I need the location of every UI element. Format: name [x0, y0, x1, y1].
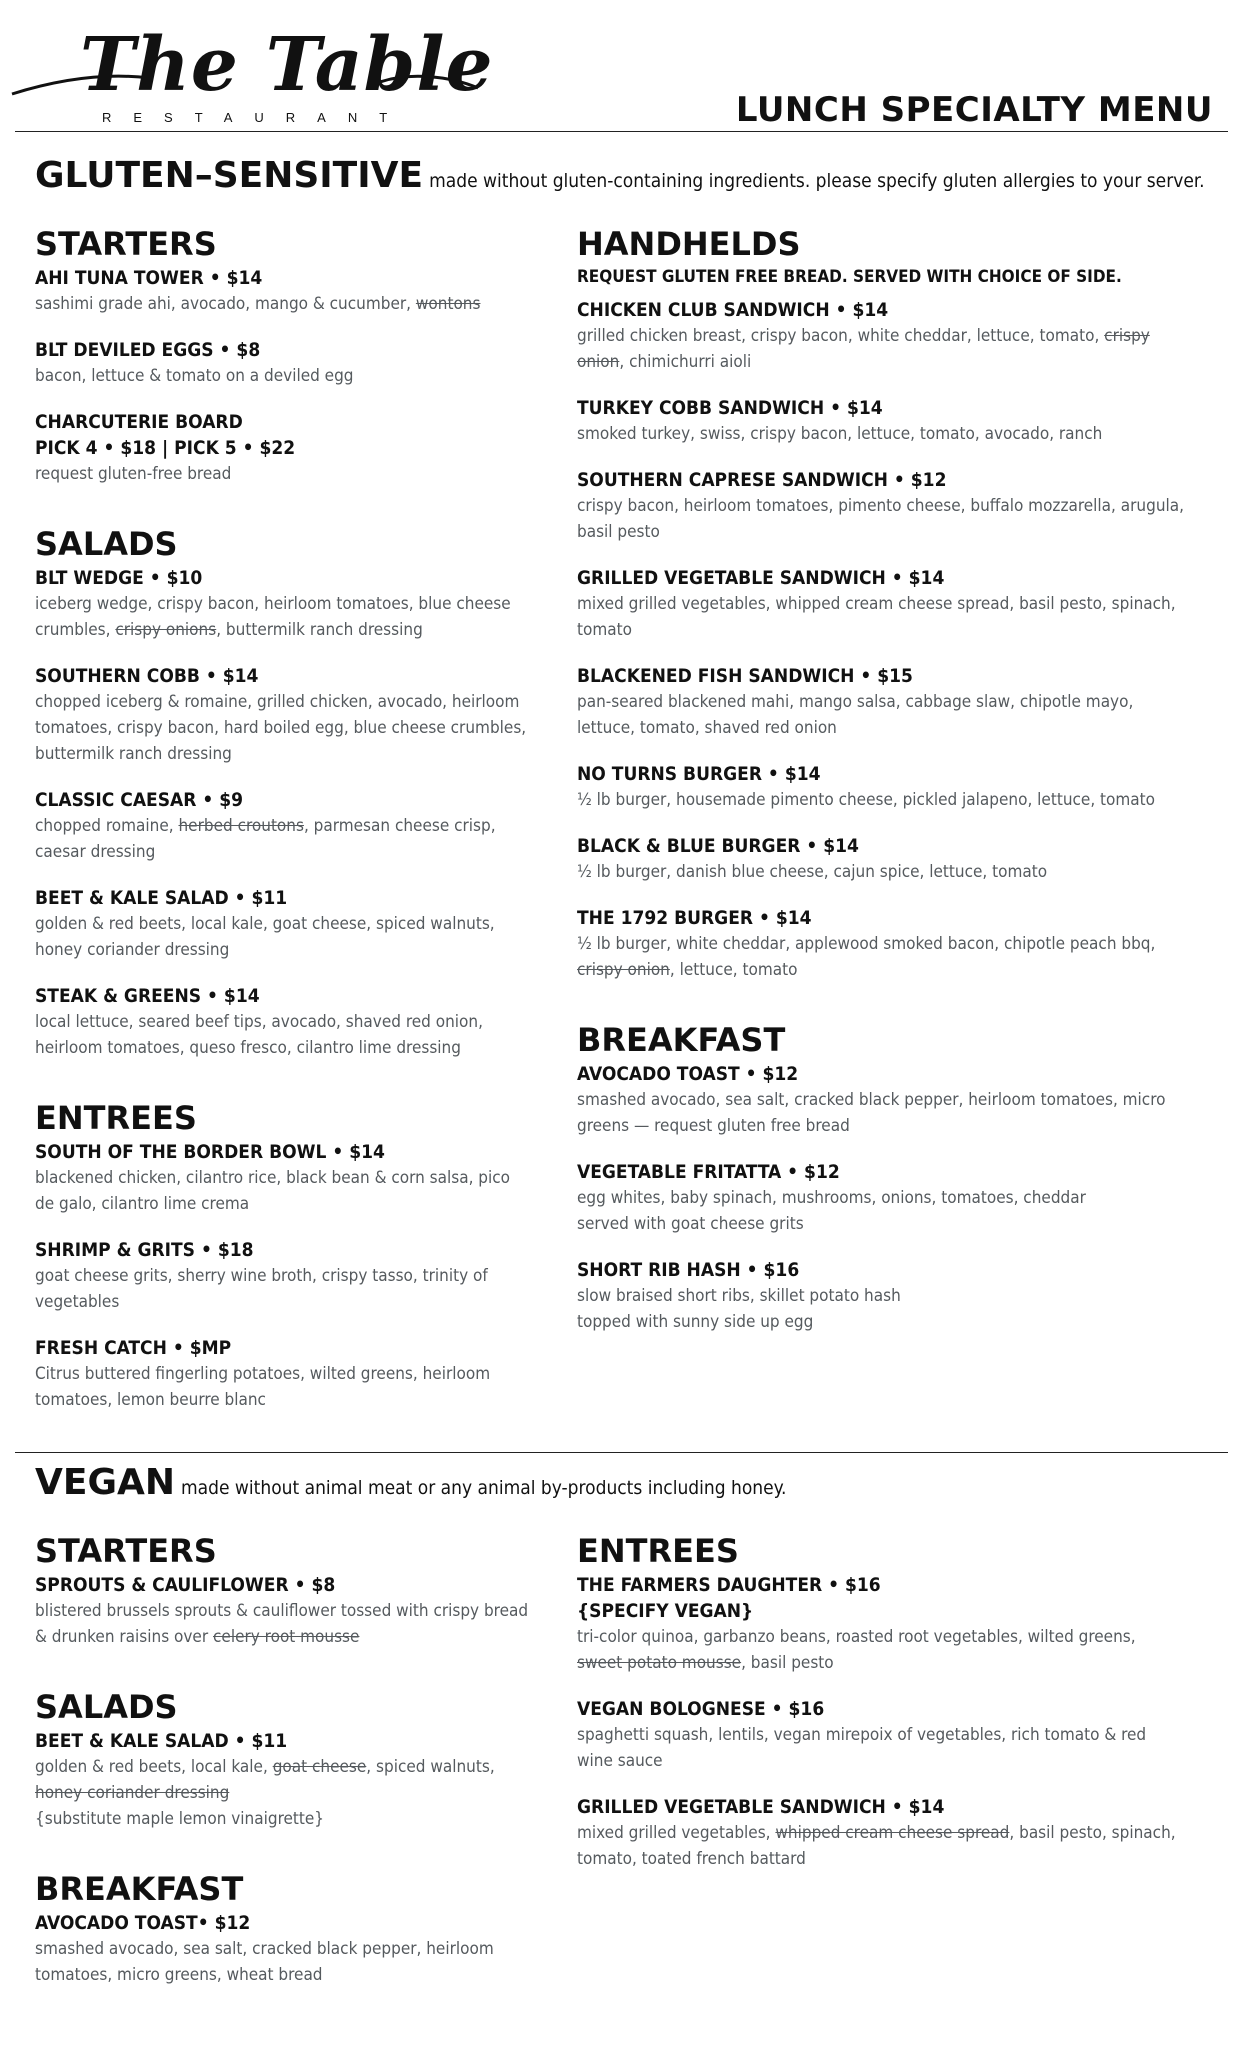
logo-script-text: The Table — [80, 22, 494, 108]
item-description: bacon, lettuce & tomato on a deviled egg — [35, 366, 354, 386]
item-description: blackened chicken, cilantro rice, black bean & corn salsa, pico de galo, cilantro lime crema — [35, 1168, 511, 1214]
menu-item — [577, 1061, 1217, 1139]
item-name: NO TURNS BURGER • $14 — [577, 763, 821, 785]
item-price-options: PICK 4 • $18 | PICK 5 • $22 — [35, 437, 296, 459]
category-title: BREAKFAST — [577, 1021, 786, 1059]
item-name: THE 1792 BURGER • $14 — [577, 907, 812, 929]
menu-item — [35, 565, 555, 643]
item-name: TURKEY COBB SANDWICH • $14 — [577, 397, 883, 419]
item-description: golden & red beets, local kale, goat cheese, spiced walnuts, honey coriander dressing — [35, 914, 495, 960]
item-description: ½ lb burger, white cheddar, applewood smoked bacon, chipotle peach bbq, crispy onion, lettuce, tomato — [577, 934, 1156, 980]
item-name: CHICKEN CLUB SANDWICH • $14 — [577, 299, 889, 321]
category-title: STARTERS — [35, 1532, 217, 1570]
gluten-section-title: GLUTEN–SENSITIVE — [35, 155, 424, 196]
menu-item — [577, 467, 1217, 545]
item-description: goat cheese grits, sherry wine broth, crispy tasso, trinity of vegetables — [35, 1266, 488, 1312]
item-name: STEAK & GREENS • $14 — [35, 985, 260, 1007]
vegan-section-note: made without animal meat or any animal by-products including honey. — [181, 1477, 787, 1499]
item-description: smoked turkey, swiss, crispy bacon, lettuce, tomato, avocado, ranch — [577, 424, 1103, 444]
item-name: GRILLED VEGETABLE SANDWICH • $14 — [577, 1796, 945, 1818]
item-name: SPROUTS & CAULIFLOWER • $8 — [35, 1574, 336, 1596]
menu-item — [577, 1794, 1217, 1872]
menu-item — [577, 1257, 1217, 1335]
menu-item — [35, 983, 555, 1061]
category-title: ENTREES — [35, 1099, 197, 1137]
item-name: CHARCUTERIE BOARD — [35, 411, 243, 433]
item-description: spaghetti squash, lentils, vegan mirepoix of vegetables, rich tomato & red wine sauce — [577, 1725, 1147, 1771]
item-description: chopped romaine, herbed croutons, parmesan cheese crisp, caesar dressing — [35, 816, 496, 862]
item-description: request gluten-free bread — [35, 464, 232, 484]
vegan-section-title: VEGAN — [35, 1462, 175, 1503]
item-name: SOUTH OF THE BORDER BOWL • $14 — [35, 1141, 385, 1163]
item-description: crispy bacon, heirloom tomatoes, pimento cheese, buffalo mozzarella, arugula, basil pesto — [577, 496, 1184, 542]
item-name: AVOCADO TOAST• $12 — [35, 1912, 251, 1934]
item-description: blistered brussels sprouts & cauliflower tossed with crispy bread & drunken raisins over celery root mousse — [35, 1601, 529, 1647]
item-modifier: {SPECIFY VEGAN} — [577, 1600, 754, 1622]
menu-item — [577, 1159, 1217, 1237]
menu-item — [35, 1728, 555, 1832]
item-description: smashed avocado, sea salt, cracked black pepper, heirloom tomatoes, micro greens, wheat bread — [35, 1939, 494, 1985]
gluten-left-column — [35, 225, 555, 1433]
menu-item — [577, 663, 1217, 741]
item-name: AVOCADO TOAST • $12 — [577, 1063, 799, 1085]
item-description: golden & red beets, local kale, goat cheese, spiced walnuts, honey coriander dressing {substitute maple lemon vinaigrette} — [35, 1757, 495, 1829]
menu-item — [577, 395, 1217, 447]
menu-item — [35, 409, 555, 487]
section-divider — [15, 1452, 1228, 1453]
category-title: SALADS — [35, 1688, 178, 1726]
item-description: sashimi grade ahi, avocado, mango & cucumber, wontons — [35, 294, 481, 314]
item-description: local lettuce, seared beef tips, avocado, shaved red onion, heirloom tomatoes, queso fresco, cilantro lime dressing — [35, 1012, 483, 1058]
item-description: mixed grilled vegetables, whipped cream cheese spread, basil pesto, spinach, tomato — [577, 594, 1176, 640]
category-title: BREAKFAST — [35, 1870, 244, 1908]
item-description: iceberg wedge, crispy bacon, heirloom tomatoes, blue cheese crumbles, crispy onions, buttermilk ranch dressing — [35, 594, 511, 640]
menu-item — [577, 833, 1217, 885]
item-name: THE FARMERS DAUGHTER • $16 — [577, 1574, 881, 1596]
item-name: VEGAN BOLOGNESE • $16 — [577, 1698, 825, 1720]
category-title: ENTREES — [577, 1532, 739, 1570]
gluten-section-heading — [35, 155, 1205, 196]
category-note: REQUEST GLUTEN FREE BREAD. SERVED WITH CHOICE OF SIDE. — [577, 267, 1122, 287]
item-name: CLASSIC CAESAR • $9 — [35, 789, 244, 811]
menu-item — [35, 337, 555, 389]
item-name: SOUTHERN COBB • $14 — [35, 665, 259, 687]
item-name: AHI TUNA TOWER • $14 — [35, 267, 263, 289]
menu-item — [577, 297, 1217, 375]
item-name: SHORT RIB HASH • $16 — [577, 1259, 800, 1281]
item-name: VEGETABLE FRITATTA • $12 — [577, 1161, 840, 1183]
menu-item — [35, 1139, 555, 1217]
item-name: BLT WEDGE • $10 — [35, 567, 203, 589]
logo-subtitle: RESTAURANT — [102, 110, 410, 125]
header-divider — [15, 131, 1228, 132]
item-name: BLACK & BLUE BURGER • $14 — [577, 835, 859, 857]
menu-item — [577, 1696, 1217, 1774]
restaurant-logo — [10, 22, 494, 132]
item-description: egg whites, baby spinach, mushrooms, onions, tomatoes, cheddar served with goat cheese grits — [577, 1188, 1086, 1234]
item-description: tri-color quinoa, garbanzo beans, roasted root vegetables, wilted greens, sweet potato mousse, basil pesto — [577, 1627, 1136, 1673]
gluten-section-note: made without gluten-containing ingredients. please specify gluten allergies to your server. — [429, 170, 1205, 192]
gluten-right-column — [577, 225, 1217, 1355]
category-title: STARTERS — [35, 225, 217, 263]
menu-item — [35, 1572, 555, 1650]
item-description: smashed avocado, sea salt, cracked black pepper, heirloom tomatoes, micro greens — request gluten free bread — [577, 1090, 1166, 1136]
item-description: chopped iceberg & romaine, grilled chicken, avocado, heirloom tomatoes, crispy bacon, hard boiled egg, blue cheese crumbles, buttermilk ranch dressing — [35, 692, 527, 764]
item-description: grilled chicken breast, crispy bacon, white cheddar, lettuce, tomato, crispy onion, chimichurri aioli — [577, 326, 1150, 372]
item-name: BEET & KALE SALAD • $11 — [35, 887, 288, 909]
category-title: SALADS — [35, 525, 178, 563]
menu-item — [35, 663, 555, 767]
menu-item — [35, 265, 555, 317]
item-description: ½ lb burger, housemade pimento cheese, pickled jalapeno, lettuce, tomato — [577, 790, 1156, 810]
item-description: ½ lb burger, danish blue cheese, cajun spice, lettuce, tomato — [577, 862, 1048, 882]
menu-item — [35, 885, 555, 963]
vegan-right-column — [577, 1532, 1217, 1892]
item-name: SHRIMP & GRITS • $18 — [35, 1239, 254, 1261]
item-description: slow braised short ribs, skillet potato hash topped with sunny side up egg — [577, 1286, 901, 1332]
menu-title: LUNCH SPECIALTY MENU — [735, 90, 1213, 130]
item-name: FRESH CATCH • $MP — [35, 1337, 232, 1359]
menu-item — [35, 1237, 555, 1315]
menu-item — [35, 1335, 555, 1413]
item-name: GRILLED VEGETABLE SANDWICH • $14 — [577, 567, 945, 589]
item-description: Citrus buttered fingerling potatoes, wilted greens, heirloom tomatoes, lemon beurre blanc — [35, 1364, 491, 1410]
vegan-left-column — [35, 1532, 555, 2008]
item-name: BEET & KALE SALAD • $11 — [35, 1730, 288, 1752]
menu-item — [577, 565, 1217, 643]
item-description: pan-seared blackened mahi, mango salsa, cabbage slaw, chipotle mayo, lettuce, tomato, shaved red onion — [577, 692, 1134, 738]
item-name: BLACKENED FISH SANDWICH • $15 — [577, 665, 913, 687]
menu-item — [35, 787, 555, 865]
menu-item — [35, 1910, 555, 1988]
category-title: HANDHELDS — [577, 225, 801, 263]
item-name: SOUTHERN CAPRESE SANDWICH • $12 — [577, 469, 947, 491]
item-description: mixed grilled vegetables, whipped cream cheese spread, basil pesto, spinach, tomato, toated french battard — [577, 1823, 1176, 1869]
menu-item — [577, 1572, 1217, 1676]
menu-item — [577, 761, 1217, 813]
menu-item — [577, 905, 1217, 983]
item-name: BLT DEVILED EGGS • $8 — [35, 339, 261, 361]
vegan-section-heading — [35, 1462, 786, 1503]
